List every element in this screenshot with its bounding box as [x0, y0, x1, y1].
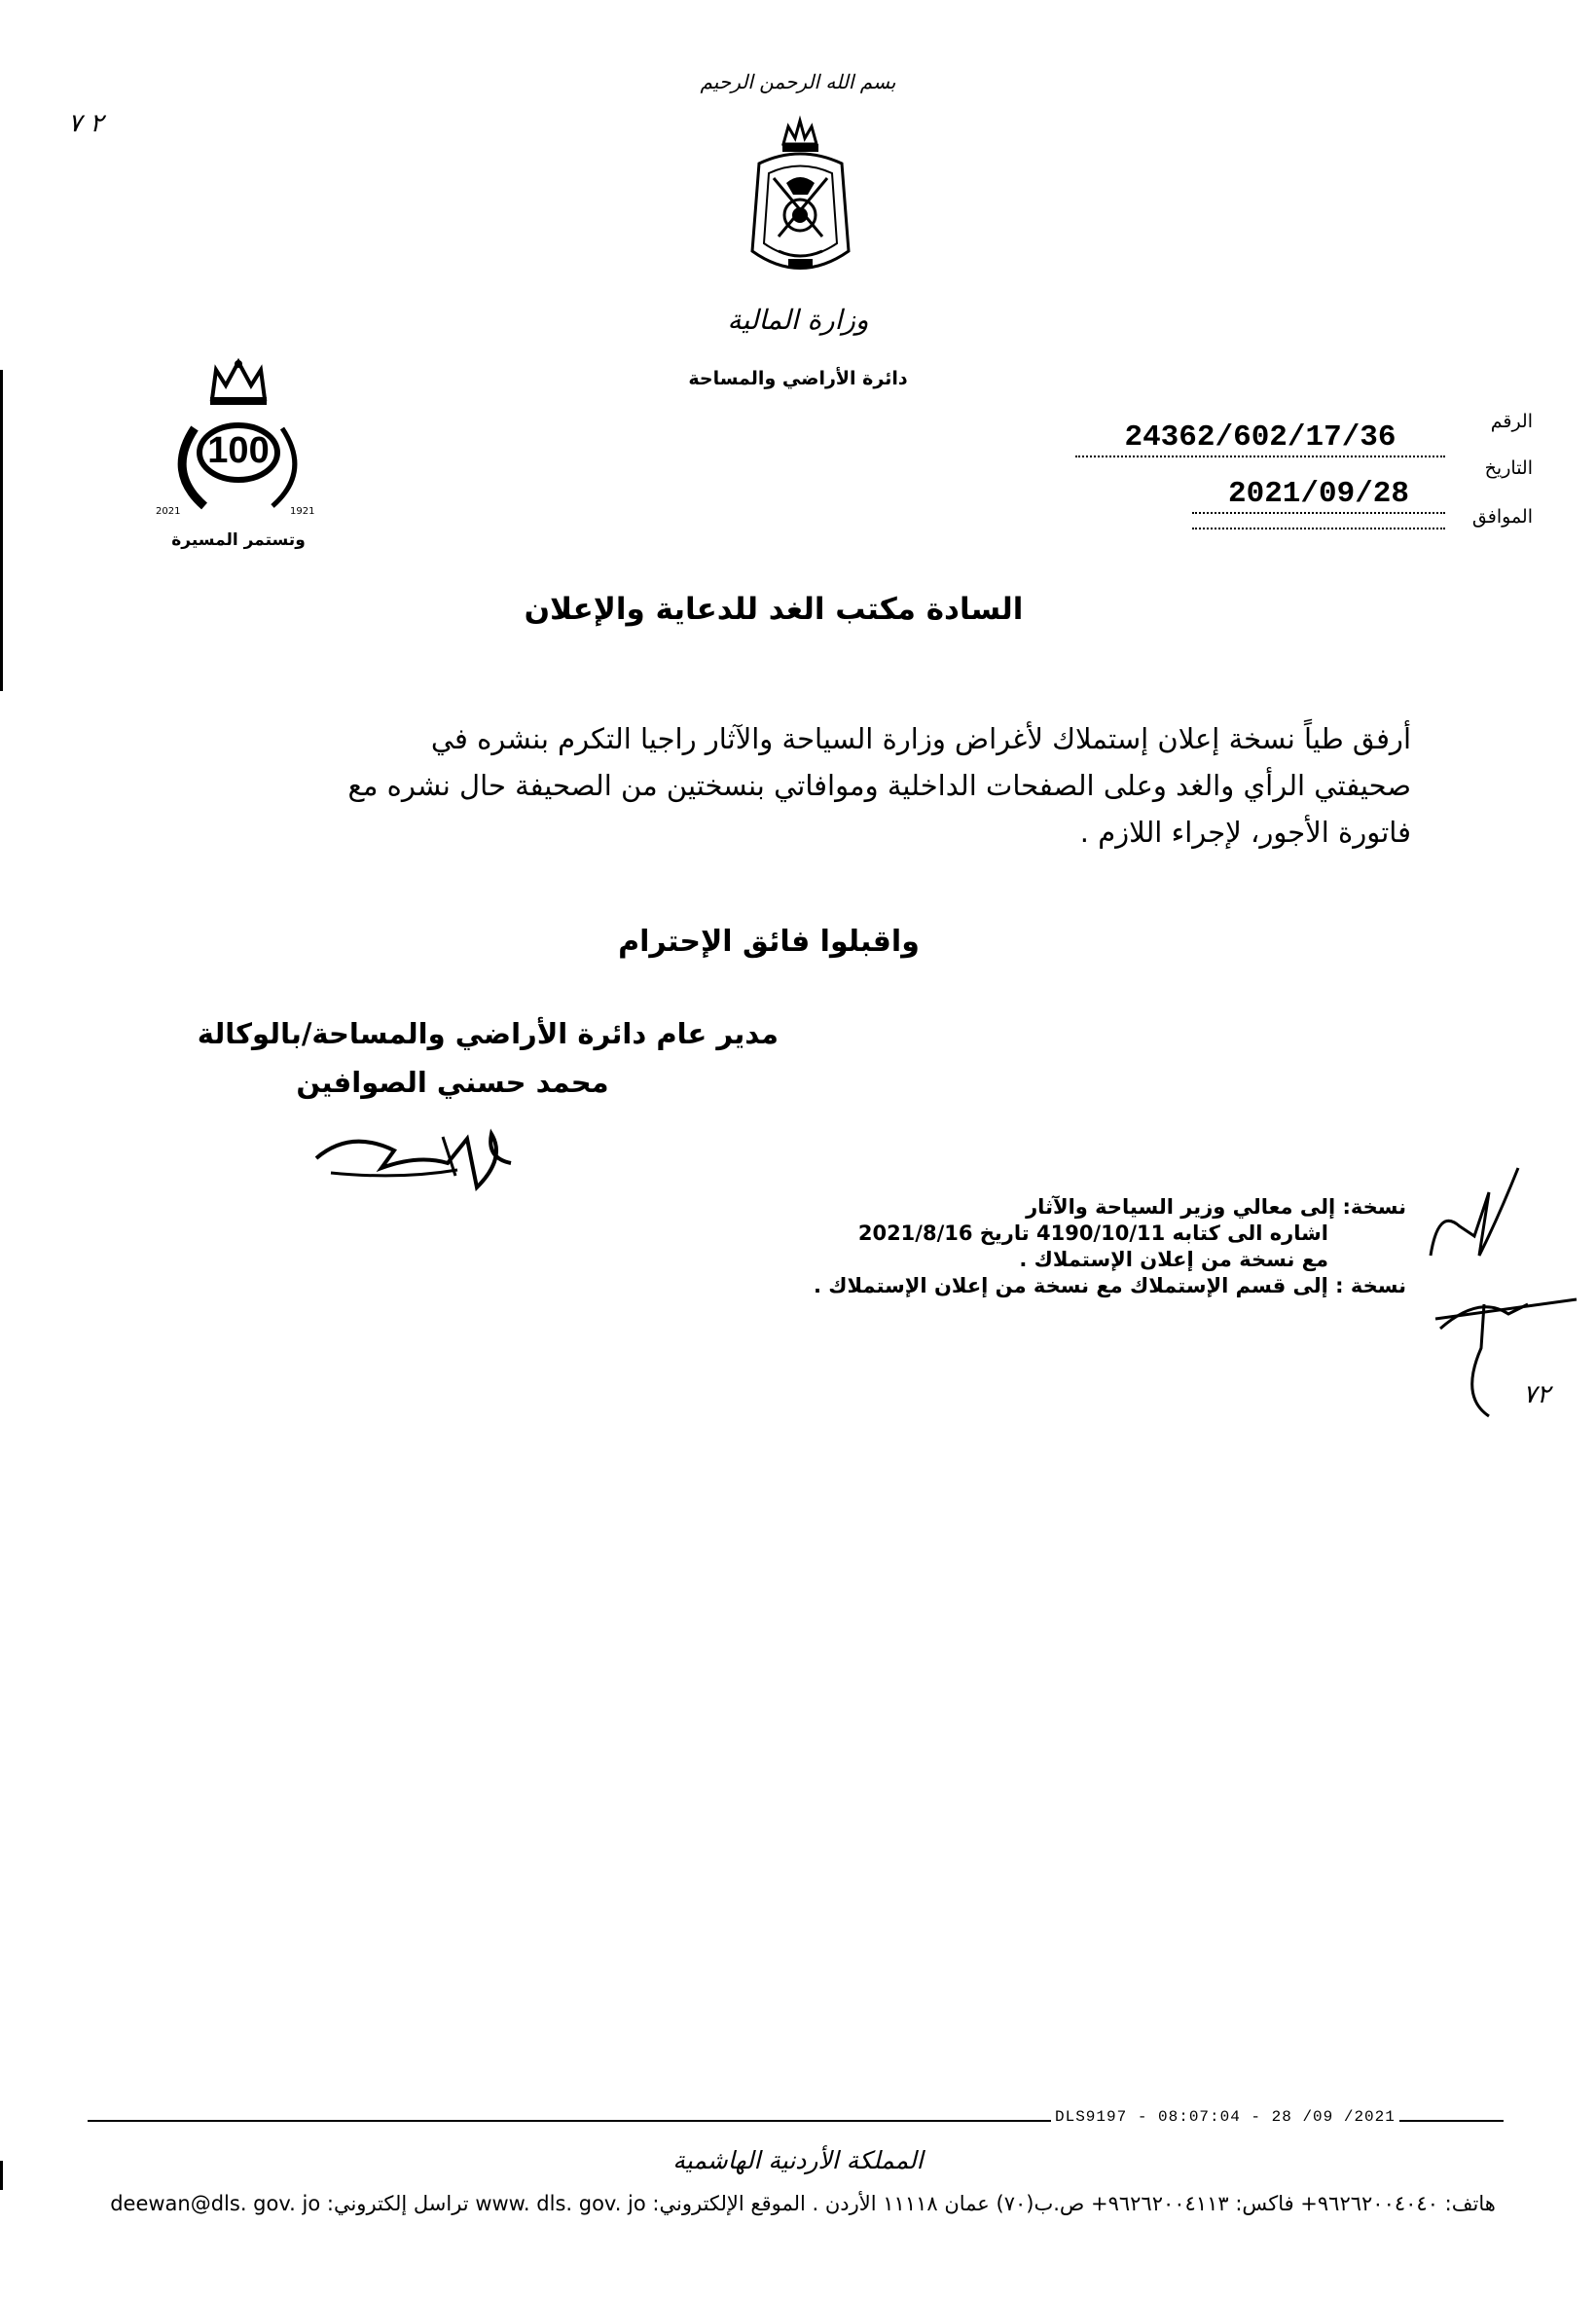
basmala: بسم الله الرحمن الرحيم — [700, 70, 896, 93]
body-line-3: فاتورة الأجور، لإجراء اللازم . — [1079, 816, 1411, 849]
reference-number-value: 24362/602/17/36 — [1075, 420, 1445, 457]
letter-addressee: السادة مكتب الغد للدعاية والإعلان — [524, 592, 1024, 627]
scan-edge-mark — [0, 370, 3, 691]
copy-line-1: نسخة: إلى معالي وزير السياحة والآثار — [1026, 1195, 1406, 1219]
handwritten-mark-top-left: ٢ ٧ — [68, 109, 104, 138]
copy-line-4: نسخة : إلى قسم الإستملاك مع نسخة من إعلان الإستملاك . — [814, 1274, 1406, 1297]
centenary-slogan: وتستمر المسيرة — [171, 530, 306, 550]
letter-body — [190, 715, 1411, 856]
signatory-name: محمد حسني الصوافين — [296, 1066, 609, 1099]
centenary-number: 100 — [207, 430, 270, 471]
copy-line-3: مع نسخة من إعلان الإستملاك . — [1019, 1248, 1328, 1271]
scan-edge-mark — [0, 2161, 3, 2190]
reference-corresponding-label: الموافق — [1471, 506, 1533, 528]
centenary-logo — [156, 360, 321, 555]
centenary-year-left: 2021 — [156, 506, 181, 517]
crown-icon — [204, 360, 272, 407]
ministry-name: وزارة المالية — [727, 304, 869, 336]
signatory-title: مدير عام دائرة الأراضي والمساحة/بالوكالة — [197, 1017, 779, 1050]
handwritten-initials — [1421, 1168, 1586, 1436]
body-line-1: أرفق طياً نسخة إعلان إستملاك لأغراض وزارة السياحة والآثار راجيا التكرم بنشره في — [430, 722, 1411, 755]
footer-contact: هاتف: ٩٦٢٦٢٠٠٤٠٤٠+ فاكس: ٩٦٢٦٢٠٠٤١١٣+ ص.ب(٧٠) عمان ١١١١٨ الأردن . الموقع الإلكتروني: www. dls. gov. jo تراسل إلكتروني: deewan@dls. gov. jo — [110, 2192, 1496, 2215]
handwritten-mark-bottom-right: ٧٢ — [1523, 1380, 1550, 1409]
copies-block — [740, 1194, 1406, 1299]
reference-date-value: 2021/09/28 — [1192, 477, 1445, 514]
coat-of-arms-emblem — [740, 115, 861, 285]
reference-date-label: التاريخ — [1484, 457, 1533, 479]
footer-stamp-code: DLS9197 - 08:07:04 - 28 /09 /2021 — [1051, 2108, 1399, 2126]
centenary-year-right: 1921 — [290, 506, 315, 517]
signature-scribble — [311, 1119, 535, 1197]
reference-corresponding-value — [1192, 502, 1445, 529]
footer-kingdom: المملكة الأردنية الهاشمية — [672, 2146, 924, 2174]
body-line-2: صحيفتي الرأي والغد وعلى الصفحات الداخلية وموافاتي بنسختين من الصحيفة حال نشره مع — [347, 769, 1411, 802]
reference-number-label: الرقم — [1490, 411, 1533, 432]
department-name: دائرة الأراضي والمساحة — [688, 368, 908, 389]
letter-closing: واقبلوا فائق الإحترام — [618, 925, 920, 959]
copy-line-2: اشاره الى كتابه 4190/10/11 تاريخ 2021/8/16 — [857, 1222, 1328, 1245]
